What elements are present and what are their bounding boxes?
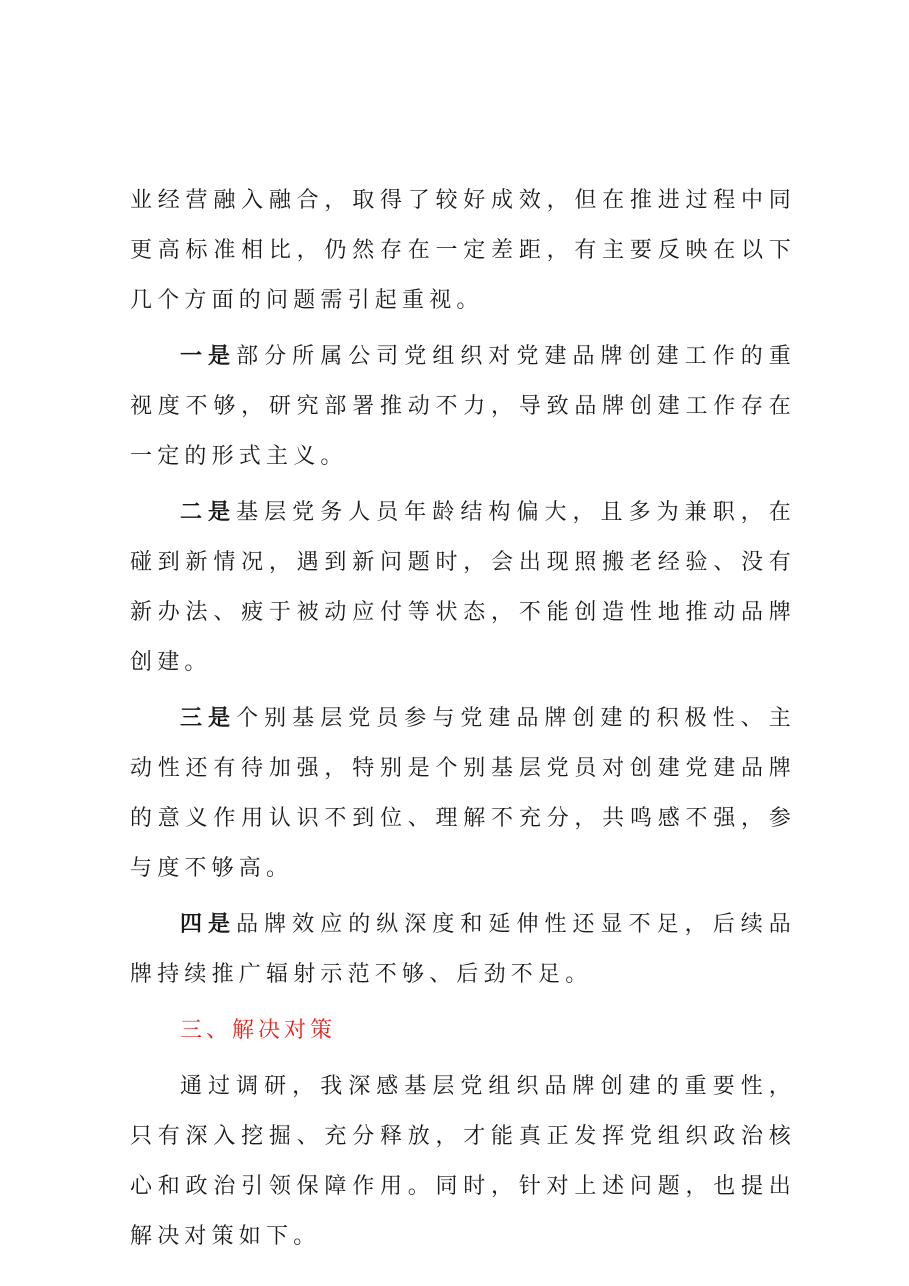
closing-paragraph <box>130 1062 796 1262</box>
problem-paragraph-4 <box>130 900 796 1000</box>
paragraph-text: 品牌效应的纵深度和延伸性还显不足，后续品牌持续推广辐射示范不够、后劲不足。 <box>130 912 796 987</box>
paragraph-lead: 四是 <box>180 912 237 937</box>
paragraph-lead: 一是 <box>180 344 237 369</box>
problem-paragraph-2 <box>130 488 796 688</box>
section-heading: 三、解决对策 <box>180 1018 337 1043</box>
paragraph-lead: 三是 <box>180 706 237 731</box>
paragraph-text: 业经营融入融合，取得了较好成效，但在推进过程中同更高标准相比，仍然存在一定差距，有主要反映在以下几个方面的问题需引起重视。 <box>130 188 796 313</box>
problem-paragraph-1 <box>130 332 796 482</box>
document-body <box>130 176 796 1268</box>
paragraph-text: 通过调研，我深感基层党组织品牌创建的重要性，只有深入挖掘、充分释放，才能真正发挥党组织政治核心和政治引领保障作用。同时，针对上述问题，也提出解决对策如下。 <box>130 1074 796 1249</box>
paragraph-text: 部分所属公司党组织对党建品牌创建工作的重视度不够，研究部署推动不力，导致品牌创建工作存在一定的形式主义。 <box>130 344 796 469</box>
paragraph-text: 基层党务人员年龄结构偏大，且多为兼职，在碰到新情况，遇到新问题时，会出现照搬老经验、没有新办法、疲于被动应付等状态，不能创造性地推动品牌创建。 <box>130 500 796 675</box>
paragraph-lead: 二是 <box>180 500 237 525</box>
paragraph-text: 个别基层党员参与党建品牌创建的积极性、主动性还有待加强，特别是个别基层党员对创建党建品牌的意义作用认识不到位、理解不充分，共鸣感不强，参与度不够高。 <box>130 706 796 881</box>
continuation-paragraph <box>130 176 796 326</box>
problem-paragraph-3 <box>130 694 796 894</box>
